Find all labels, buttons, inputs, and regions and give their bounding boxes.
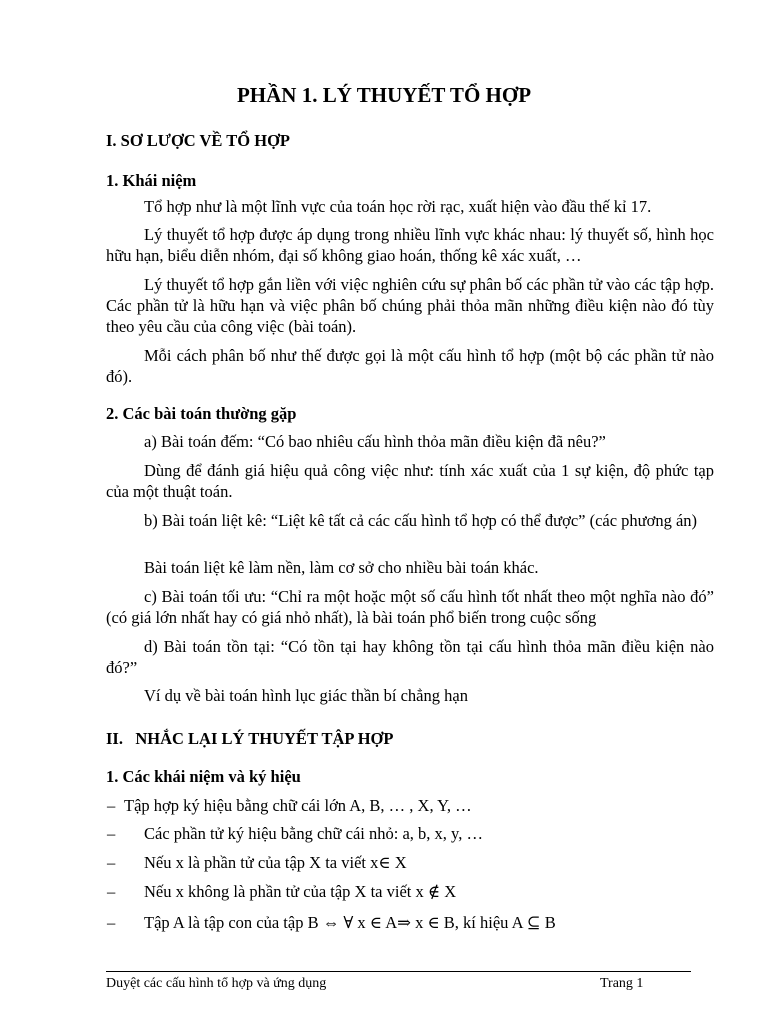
list-bullet: –: [107, 882, 116, 901]
problem-c: c) Bài toán tối ưu: “Chỉ ra một hoặc một số cấu hình tốt nhất theo một nghĩa nào đó” (có giá lớn nhất hay có giá nhỏ nhất), là bài toán phổ biến trong cuộc sống: [106, 587, 714, 627]
paragraph: Lý thuyết tổ hợp gắn liền với việc nghiên cứu sự phân bố các phần tử vào các tập hợp. Các phần tử là hữu hạn và việc phân bố chúng phải thỏa mãn những điều kiện nào đó tùy theo yêu cầu của công việc (bài toán).: [106, 275, 714, 336]
paragraph: Tổ hợp như là một lĩnh vực của toán học rời rạc, xuất hiện vào đầu thế kỉ 17.: [144, 197, 652, 216]
subsection-heading-concept: 1. Khái niệm: [106, 171, 197, 190]
list-bullet: –: [107, 824, 116, 843]
problem-b: b) Bài toán liệt kê: “Liệt kê tất cả các cấu hình tổ hợp có thể được” (các phương án): [144, 511, 698, 530]
footer-divider: [106, 971, 691, 972]
problem-b-description: Bài toán liệt kê làm nền, làm cơ sở cho nhiều bài toán khác.: [144, 558, 539, 577]
paragraph: Lý thuyết tổ hợp được áp dụng trong nhiều lĩnh vực khác nhau: lý thuyết số, hình học hữu hạn, biểu diễn nhóm, đại số không giao hoán, thống kê xác xuất, …: [106, 225, 714, 265]
footer-document-title: Duyệt các cấu hình tổ hợp và ứng dụng: [106, 976, 327, 991]
paragraph: Mỗi cách phân bố như thế được gọi là một cấu hình tổ hợp (một bộ các phần tử nào đó).: [106, 346, 714, 386]
problem-a-description: Dùng để đánh giá hiệu quả công việc như: tính xác xuất của 1 sự kiện, độ phức tạp của một thuật toán.: [106, 461, 714, 501]
problem-d-description: Ví dụ về bài toán hình lục giác thần bí chẳng hạn: [144, 686, 468, 705]
list-bullet: –: [107, 853, 116, 872]
list-item-text: Các phần tử ký hiệu bằng chữ cái nhỏ: a, b, x, y, …: [144, 824, 483, 843]
problem-a: a) Bài toán đếm: “Có bao nhiêu cấu hình thỏa mãn điều kiện đã nêu?”: [144, 432, 606, 451]
section-heading-1: I. SƠ LƯỢC VỀ TỔ HỢP: [106, 131, 290, 150]
list-bullet: –: [107, 796, 116, 815]
list-bullet: –: [107, 913, 116, 932]
list-item-text: Nếu x là phần tử của tập X ta viết x∈ X: [144, 853, 407, 872]
page-title: PHẦN 1. LÝ THUYẾT TỔ HỢP: [236, 83, 532, 107]
problem-d: d) Bài toán tồn tại: “Có tồn tại hay không tồn tại cấu hình thỏa mãn điều kiện nào đó?”: [106, 637, 714, 677]
footer-page-number: Trang 1: [600, 976, 644, 991]
list-item-text: Nếu x không là phần tử của tập X ta viết x ∉ X: [144, 882, 457, 901]
subsection-heading-notation: 1. Các khái niệm và ký hiệu: [106, 767, 301, 786]
subsection-heading-problems: 2. Các bài toán thường gặp: [106, 404, 297, 423]
section-heading-2: II. NHẮC LẠI LÝ THUYẾT TẬP HỢP: [106, 729, 394, 748]
list-item-text: Tập A là tập con của tập B ⇔ ∀ x ∈ A⇒ x ∈ B, kí hiệu A ⊆ B: [144, 913, 556, 932]
list-item-text: Tập hợp ký hiệu bằng chữ cái lớn A, B, … , X, Y, …: [124, 796, 472, 815]
